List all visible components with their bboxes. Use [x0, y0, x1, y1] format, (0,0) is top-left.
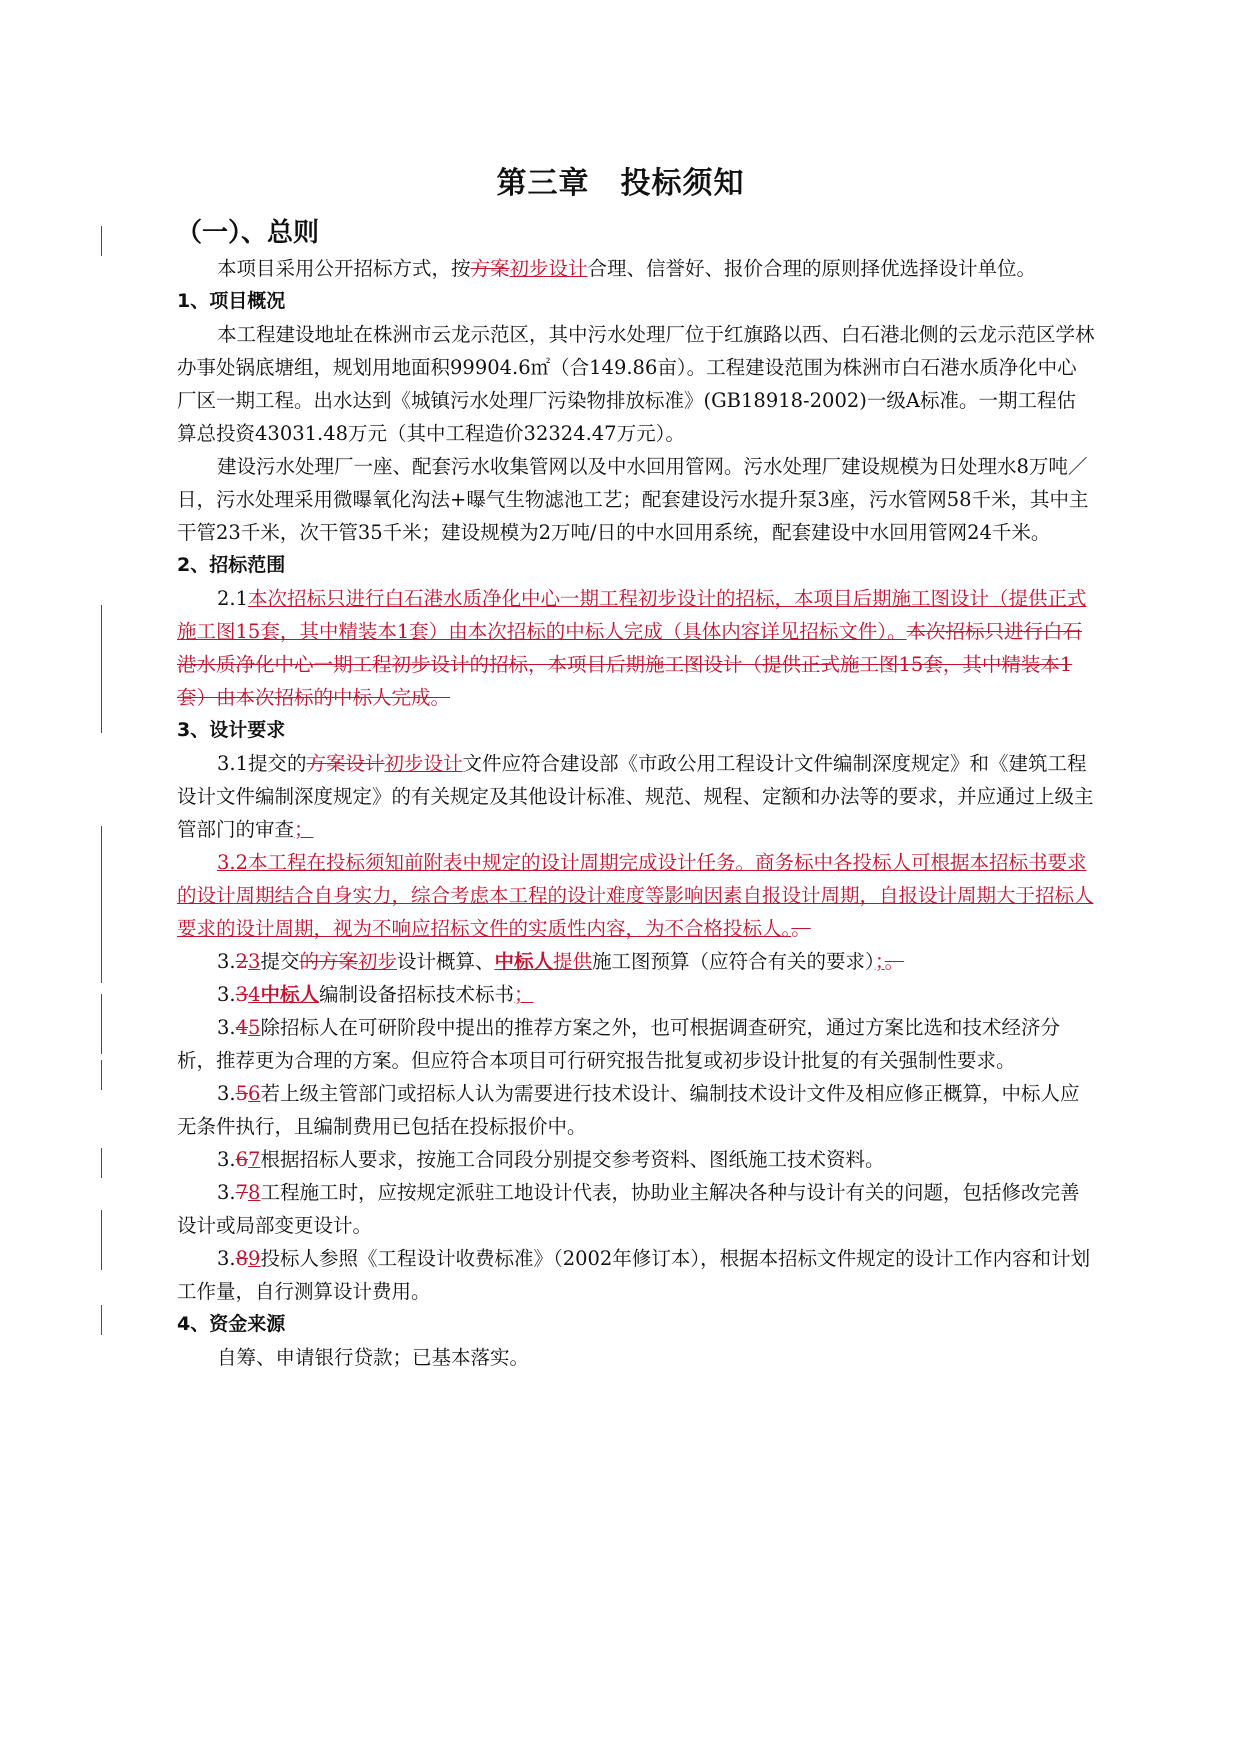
change-bar — [101, 605, 102, 733]
inserted-text: 中标人 — [260, 983, 319, 1006]
inserted-text: 中标人 — [494, 950, 554, 973]
clause-number: 2.1 — [217, 587, 249, 610]
clause-3-9 — [177, 1242, 1095, 1308]
inserted-text: 6 — [248, 1082, 261, 1105]
clause-number: 3. — [217, 950, 236, 973]
deleted-text: 的方案 — [299, 950, 358, 973]
deleted-text: 8 — [235, 1247, 249, 1270]
clause-3-7 — [177, 1143, 1095, 1176]
change-bar — [101, 1148, 102, 1178]
clause-number: 3. — [217, 1247, 236, 1270]
deleted-text: 本次招标只进行白石港水质净化中心一期工程初步设计的招标，本项目后期施工图设计（提供正式施工图15套，其中精装本1套）由本次招标的中标人完成。 — [177, 620, 1082, 709]
deleted-text: 方案 — [470, 257, 510, 280]
clause-3-4 — [177, 978, 1095, 1011]
change-bar — [101, 1305, 102, 1335]
clause-3-1 — [177, 747, 1095, 846]
clause-3-2 — [177, 846, 1095, 945]
text-run: 设计概算、 — [397, 950, 495, 973]
clause-number: 3. — [217, 983, 236, 1006]
text-run: 编制设备招标技术标书 — [318, 983, 514, 1006]
text-run: 文件应符合建设部《市政公用工程设计文件编制深度规定》和《建筑工程设计文件编制深度规定》的有关规定及其他设计标准、规范、规程、定额和办法等的要求，并应通过上级主管部门的审查 — [177, 752, 1094, 841]
heading-funding-source: 4、资金来源 — [177, 1313, 286, 1335]
inserted-text: 7 — [248, 1148, 261, 1171]
inserted-text: 初步 — [357, 950, 397, 973]
funding-paragraph: 自筹、申请银行贷款；已基本落实。 — [217, 1346, 530, 1369]
deleted-text: 4 — [235, 1016, 249, 1039]
scope-paragraph — [177, 582, 1095, 714]
text-run: 合理、信誉好、报价合理的原则择优选择设计单位。 — [587, 257, 1037, 280]
document-body — [177, 252, 1095, 1374]
text-run: 工程施工时，应按规定派驻工地设计代表，协助业主解决各种与设计有关的问题，包括修改完善设计或局部变更设计。 — [177, 1181, 1080, 1237]
inserted-text: ； — [874, 950, 885, 973]
change-bar — [101, 826, 102, 983]
deleted-text: 3 — [235, 983, 249, 1006]
text-run: 根据招标人要求，按施工合同段分别提交参考资料、图纸施工技术资料。 — [260, 1148, 885, 1171]
clause-number: 3. — [217, 1148, 236, 1171]
section-title: （一）、总则 — [176, 218, 320, 248]
change-bar — [101, 994, 102, 1024]
text-run: 投标人参照《工程设计收费标准》（2002年修订本），根据本招标文件规定的设计工作内容和计划工作量，自行测算设计费用。 — [177, 1247, 1091, 1303]
deleted-text: 7 — [235, 1181, 249, 1204]
inserted-text: 3.2本工程在投标须知前附表中规定的设计周期完成设计任务。商务标中各投标人可根据本招标书要求的设计周期结合自身实力，综合考虑本工程的设计难度等影响因素自报设计周期，自报设计周期大于招标人要求的设计周期，视为不响应招标文件的实质性内容，为不合格投标人。 — [177, 851, 1094, 940]
clause-number: 3. — [217, 1181, 236, 1204]
text-run: 若上级主管部门或招标人认为需要进行技术设计、编制技术设计文件及相应修正概算，中标人应无条件执行，且编制费用已包括在投标报价中。 — [177, 1082, 1080, 1138]
clause-number: 3. — [217, 1016, 236, 1039]
deleted-text: 方案设计 — [306, 752, 385, 775]
deleted-text: 6 — [235, 1148, 249, 1171]
inserted-text: 5 — [248, 1016, 261, 1039]
text-run: 3.1提交的 — [217, 752, 307, 775]
chapter-title: 第三章 投标须知 — [496, 166, 745, 201]
inserted-text: ； — [294, 818, 314, 841]
deleted-text: 。 — [791, 917, 811, 940]
inserted-text: 4 — [248, 983, 261, 1006]
inserted-text: 提供 — [553, 950, 593, 973]
inserted-text: ； — [513, 983, 534, 1006]
clause-number: 3. — [217, 1082, 236, 1105]
inserted-text: 3 — [248, 950, 261, 973]
text-run: 施工图预算（应符合有关的要求） — [592, 950, 875, 973]
clause-3-3 — [177, 945, 1095, 978]
intro-paragraph — [177, 252, 1095, 285]
heading-bid-scope: 2、招标范围 — [177, 554, 286, 576]
clause-3-5 — [177, 1011, 1095, 1077]
deleted-text: 5 — [235, 1082, 249, 1105]
text-run: 提交 — [260, 950, 300, 973]
clause-3-8 — [177, 1176, 1095, 1242]
text-run: 除招标人在可研阶段中提出的推荐方案之外，也可根据调查研究，通过方案比选和技术经济分析，推荐更为合理的方案。但应符合本项目可行研究报告批复或初步设计批复的有关强制性要求。 — [177, 1016, 1060, 1072]
change-bar — [101, 1240, 102, 1270]
inserted-text: 9 — [248, 1247, 261, 1270]
clause-3-6 — [177, 1077, 1095, 1143]
change-bar — [101, 1210, 102, 1240]
inserted-text: 8 — [248, 1181, 261, 1204]
change-bar — [101, 226, 102, 256]
deleted-text: 。 — [884, 950, 905, 973]
overview-paragraph-2: 建设污水处理厂一座、配套污水收集管网以及中水回用管网。污水处理厂建设规模为日处理水8万吨／日，污水处理采用微曝氧化沟法+曝气生物滤池工艺；配套建设污水提升泵3座，污水管网58千米，其中主干管23千米，次干管35千米；建设规模为2万吨/日的中水回用系统，配套建设中水回用管网24千米。 — [177, 455, 1089, 544]
inserted-text: 初步设计 — [509, 257, 588, 280]
deleted-text: 2 — [235, 950, 249, 973]
heading-project-overview: 1、项目概况 — [177, 290, 286, 312]
heading-design-requirements: 3、设计要求 — [177, 719, 286, 741]
inserted-text: 初步设计 — [384, 752, 463, 775]
inserted-text: 本次招标只进行白石港水质净化中心一期工程初步设计的招标，本项目后期施工图设计（提供正式施工图15套，其中精装本1套）由本次招标的中标人完成（具体内容详见招标文件）。 — [177, 587, 1087, 643]
change-bar — [101, 1024, 102, 1054]
change-bar — [101, 1060, 102, 1090]
overview-paragraph-1: 本工程建设地址在株洲市云龙示范区，其中污水处理厂位于红旗路以西、白石港北侧的云龙示范区学林办事处锅底塘组，规划用地面积99904.6㎡（合149.86亩）。工程建设范围为株洲市白石港水质净化中心厂区一期工程。出水达到《城镇污水处理厂污染物排放标准》(GB18918-2002)一级A标准。一期工程估算总投资43031.48万元（其中工程造价32324.47万元）。 — [177, 323, 1095, 445]
text-run: 本项目采用公开招标方式，按 — [217, 257, 471, 280]
